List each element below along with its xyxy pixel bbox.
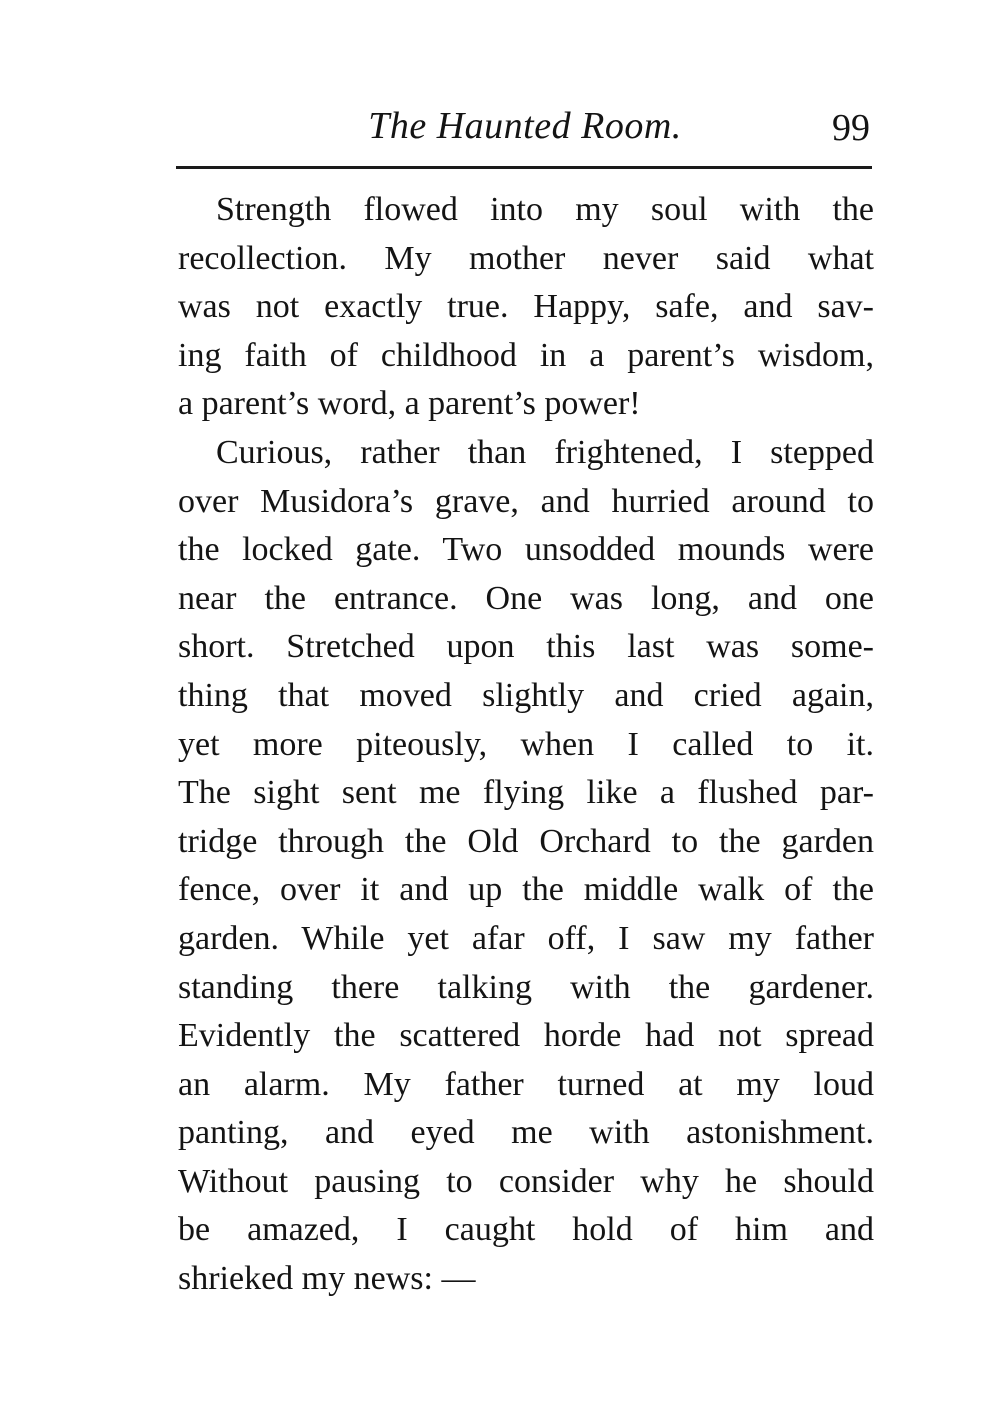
text-line: shrieked my news: — [178,1260,476,1298]
page-number: 99 [832,107,870,149]
text-line: near the entrance. One was long, and one [178,579,874,617]
text-line: short. Stretched upon this last was some- [178,628,874,666]
text-line: Curious, rather than frightened, I stepped [216,433,874,471]
running-head [176,100,874,156]
text-line: fence, over it and up the middle walk of the [178,871,874,909]
text-line: was not exactly true. Happy, safe, and sav- [178,288,874,326]
text-line: thing that moved slightly and cried again, [178,676,874,714]
text-line: tridge through the Old Orchard to the garden [178,822,874,860]
text-line: garden. While yet afar off, I saw my father [178,919,874,957]
text-line: standing there talking with the gardener. [178,968,874,1006]
text-line: panting, and eyed me with astonishment. [178,1114,874,1152]
header-rule [176,166,872,169]
body-text [178,186,874,1304]
text-line: recollection. My mother never said what [178,239,874,277]
text-line: yet more piteously, when I called to it. [178,725,874,763]
running-title: The Haunted Room. [368,105,682,147]
text-line: a parent’s word, a parent’s power! [178,385,641,423]
text-line: an alarm. My father turned at my loud [178,1065,874,1103]
text-line: ing faith of childhood in a parent’s wisdom, [178,336,874,374]
text-line: The sight sent me flying like a flushed par- [178,774,874,812]
text-line: Evidently the scattered horde had not spread [178,1017,874,1055]
text-line: the locked gate. Two unsodded mounds were [178,531,874,569]
text-line: Strength flowed into my soul with the [216,191,874,228]
text-line: over Musidora’s grave, and hurried around to [178,482,874,520]
text-line: Without pausing to consider why he should [178,1162,874,1200]
text-line: be amazed, I caught hold of him and [178,1211,874,1249]
